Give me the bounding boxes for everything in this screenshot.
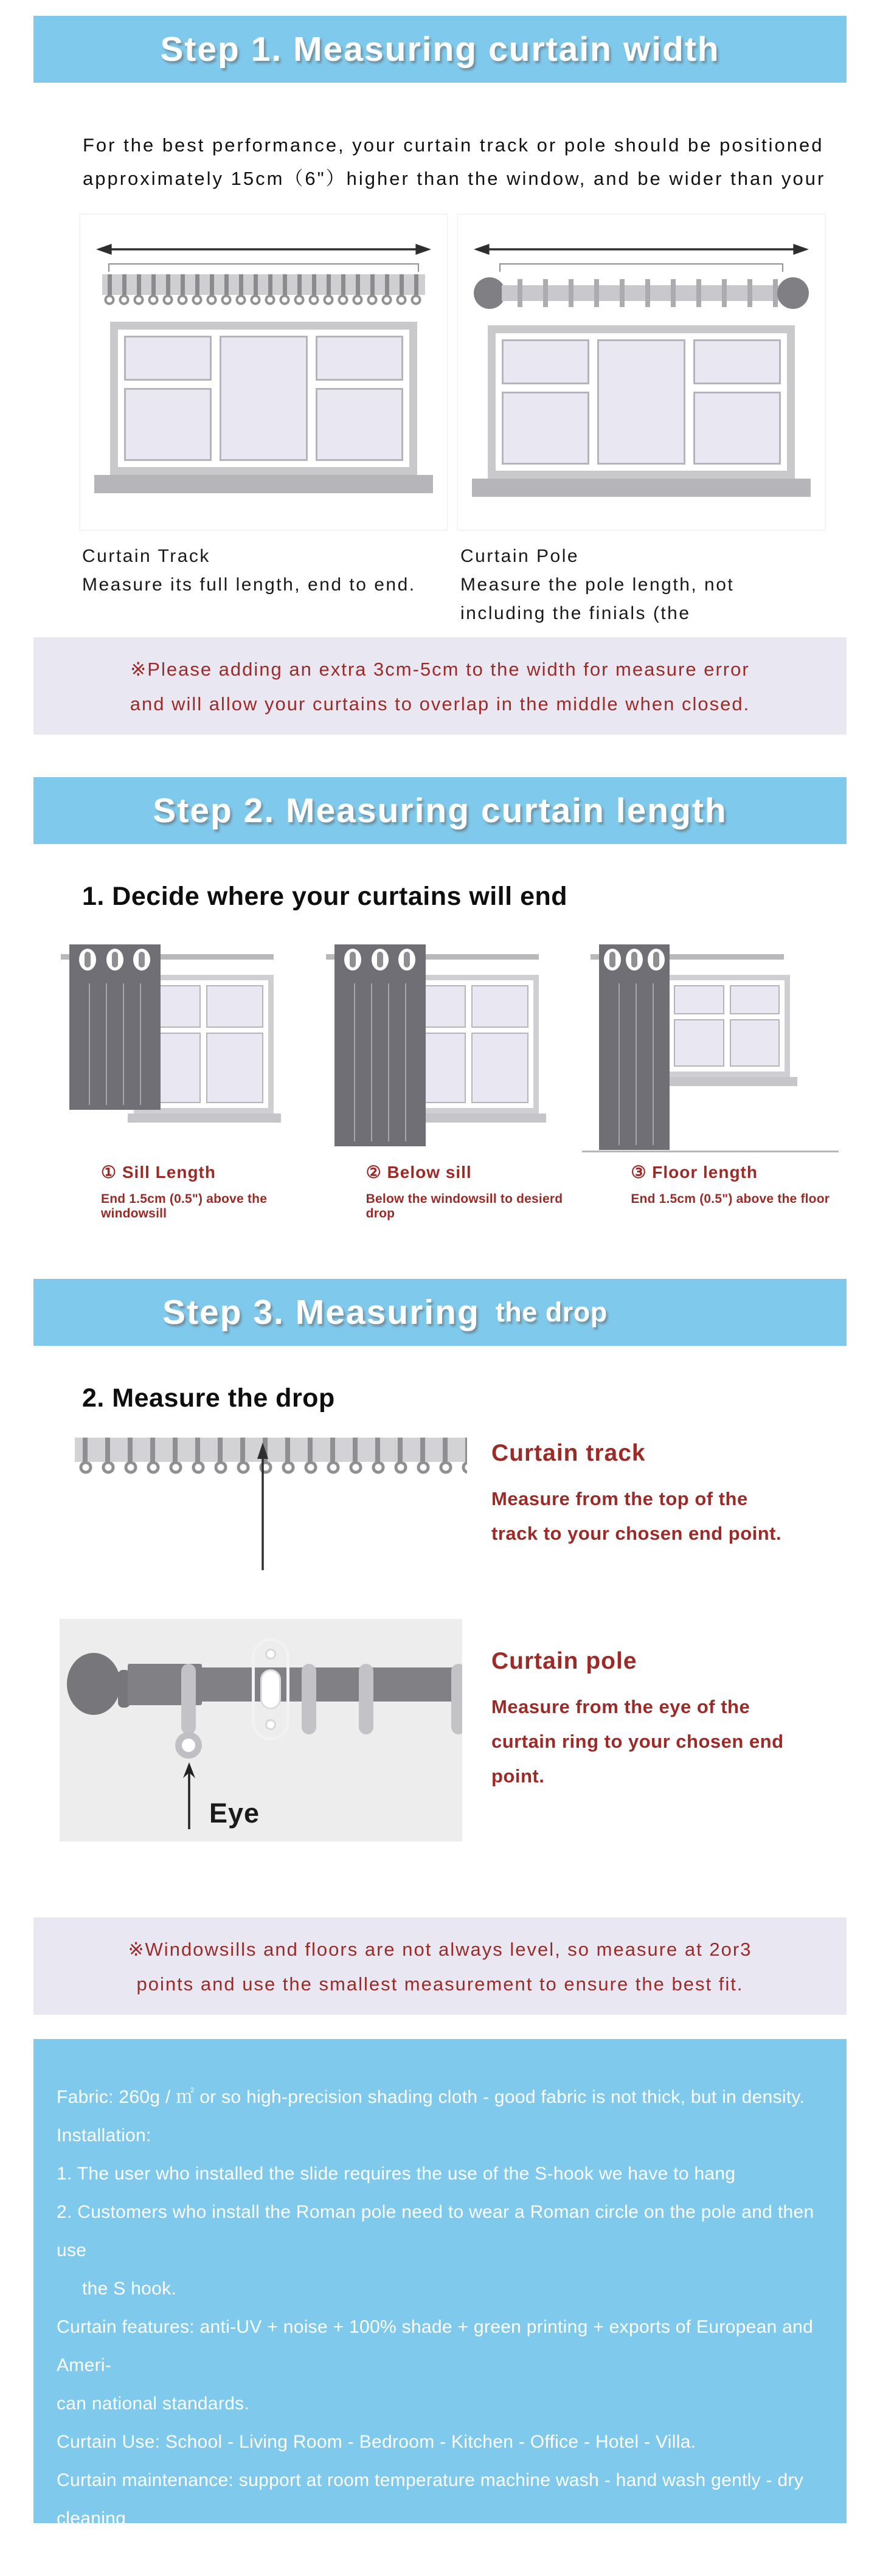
option-floor-length (572, 1162, 837, 1221)
pole-instructions-title: Curtain pole (491, 1648, 637, 1674)
window-frame (488, 325, 795, 479)
eye-arrow-icon (180, 1762, 198, 1830)
intro-line-2: approximately 15cm（6"）higher than the window, and be wider than your (83, 168, 826, 189)
curtain-ring-icon (181, 1664, 196, 1734)
grommet-icon (133, 949, 150, 971)
pole-instructions-line-2: curtain ring to your chosen end (491, 1731, 784, 1752)
measure-bracket (499, 263, 783, 272)
track-bar (75, 1438, 467, 1462)
width-note-line-2: and will allow your curtains to overlap in the middle when closed. (130, 693, 750, 715)
detail-line: the S hook. (82, 2279, 177, 2299)
drop-arrow-icon (255, 1442, 271, 1573)
step3-banner (33, 1279, 847, 1346)
grommet-icon (626, 949, 643, 971)
floor-length-figure (586, 936, 824, 1155)
curtain-ring-icon (302, 1664, 316, 1734)
detail-line: Installation: (57, 2125, 151, 2145)
step3-banner-sub: the drop (495, 1297, 608, 1328)
curtain-panel (334, 944, 426, 1146)
track-hook-eyes (102, 295, 425, 307)
finial-icon (777, 277, 809, 309)
window-pane (316, 336, 403, 381)
grommet-icon (398, 949, 415, 971)
grommet-icon (604, 949, 621, 971)
window-pane (597, 339, 685, 465)
finial-icon (474, 277, 505, 309)
window-frame (110, 322, 417, 475)
track-drop-section (75, 1438, 880, 1577)
detail-line: can national standards. (57, 2394, 250, 2414)
detail-line: 1. The user who installed the slide requires the use of the S-hook we have to hang (57, 2164, 736, 2184)
track-hook-eyes (75, 1462, 467, 1477)
width-note-line-1: ※Please adding an extra 3cm-5cm to the width for measure error (130, 659, 750, 680)
option-below-sill (308, 1162, 573, 1221)
pole-caption-body-2: including the finials (the (460, 603, 691, 623)
track-instructions-line-1: Measure from the top of the (491, 1488, 748, 1509)
width-arrow-icon (96, 241, 431, 257)
detail-line: 2. Customers who install the Roman pole need to wear a Roman circle on the pole and then use (57, 2202, 814, 2260)
window-pane (124, 388, 212, 461)
grommet-icon (106, 949, 123, 971)
finial-icon (67, 1653, 120, 1715)
curtain-ring-icon (451, 1664, 462, 1734)
window-pane (502, 339, 589, 384)
window-graphic (110, 322, 417, 493)
window-graphic (663, 975, 790, 1077)
windowsill (94, 475, 433, 493)
track-instructions (491, 1438, 781, 1577)
option-label: ② Below sill (366, 1163, 472, 1182)
pole-caption-body-1: Measure the pole length, not (460, 575, 735, 595)
step1-intro (83, 128, 880, 195)
pole-instructions-line-3: point. (491, 1765, 545, 1787)
windowsill (657, 1077, 797, 1086)
curtain-pole-graphic (474, 275, 809, 311)
track-caption-body: Measure its full length, end to end. (82, 575, 416, 595)
below-sill-figure (321, 936, 560, 1155)
curtain-pole-graphic (60, 1619, 462, 1841)
pole-instructions-line-1: Measure from the eye of the (491, 1696, 750, 1717)
ring-eye-icon (175, 1732, 202, 1759)
width-arrow-icon (474, 241, 809, 257)
step2-heading: 1. Decide where your curtains will end (82, 882, 568, 911)
screw-icon (265, 1649, 276, 1660)
step3-banner-main: Step 3. Measuring (162, 1293, 480, 1332)
detail-line: Curtain maintenance: support at room temperature machine wash - hand wash gently - dry cleaning (57, 2470, 804, 2529)
eye-label: Eye (209, 1798, 260, 1829)
wall-bracket-icon (252, 1638, 289, 1740)
curtain-ring-icon (359, 1664, 373, 1734)
step2-banner: Step 2. Measuring curtain length (33, 777, 847, 844)
option-label: ③ Floor length (631, 1163, 758, 1182)
detail-line: Curtain Use: School - Living Room - Bedroom - Kitchen - Office - Hotel - Villa. (57, 2432, 696, 2452)
curtain-panel (69, 944, 161, 1110)
detail-line: Curtain features: anti-UV + noise + 100% shade + green printing + exports of European and Ameri- (57, 2317, 814, 2375)
level-note-line-1: ※Windowsills and floors are not always level, so measure at 2or3 (128, 1939, 752, 1960)
step1-banner: Step 1. Measuring curtain width (33, 16, 847, 83)
window-pane (124, 336, 212, 381)
window-pane (220, 336, 307, 461)
length-options-figures (43, 936, 837, 1155)
pole-caption (460, 542, 880, 628)
pole-caption-title: Curtain Pole (460, 546, 580, 566)
curtain-track-diagram (79, 213, 448, 531)
grommet-icon (79, 949, 96, 971)
pole-with-rings (502, 279, 781, 307)
option-desc: Below the windowsill to desierd drop (366, 1192, 563, 1220)
curtain-panel (599, 944, 670, 1150)
track-instructions-line-2: track to your chosen end point. (491, 1523, 782, 1544)
option-desc: End 1.5cm (0.5") above the floor (631, 1192, 830, 1206)
curtain-pole-diagram (457, 213, 826, 531)
track-caption-title: Curtain Track (82, 546, 210, 566)
level-note (33, 1917, 847, 2015)
window-pane (693, 392, 781, 465)
length-options-labels (43, 1162, 837, 1221)
windowsill (472, 479, 811, 497)
screw-icon (265, 1719, 276, 1730)
window-graphic (488, 325, 795, 497)
window-pane (502, 392, 589, 465)
pole-bar (128, 1667, 462, 1702)
sill-length-figure (56, 936, 294, 1155)
grommet-icon (648, 949, 665, 971)
grommet-icon (344, 949, 361, 971)
floor-line (582, 1151, 839, 1152)
option-desc: End 1.5cm (0.5") above the windowsill (101, 1192, 268, 1220)
windowsill (128, 1113, 281, 1123)
intro-line-1: For the best performance, your curtain track or pole should be positioned (83, 134, 824, 156)
pole-instructions (491, 1619, 784, 1841)
width-note (33, 637, 847, 735)
step1-captions (82, 542, 880, 628)
curtain-track-graphic (75, 1438, 467, 1577)
option-label: ① Sill Length (101, 1163, 216, 1182)
window-pane (316, 388, 403, 461)
curtain-track-graphic (102, 274, 425, 295)
detail-line: Fabric: 260g / ㎡ or so high-precision shading cloth - good fabric is not thick, but in density. (57, 2087, 805, 2107)
option-sill-length (43, 1162, 308, 1221)
measure-bracket (108, 263, 419, 272)
step3-heading: 2. Measure the drop (82, 1383, 335, 1413)
level-note-line-2: points and use the smallest measurement to ensure the best fit. (136, 1973, 744, 1995)
grommet-icon (372, 949, 389, 971)
detail-line: - medium temperature ironing - can not be bleached - prohibited with sharp objects wash. (57, 2547, 793, 2567)
pole-drop-section (60, 1619, 880, 1841)
step1-diagrams (79, 213, 880, 531)
track-instructions-title: Curtain track (491, 1440, 646, 1466)
track-caption (82, 542, 460, 628)
window-pane (693, 339, 781, 384)
product-details (33, 2039, 847, 2567)
